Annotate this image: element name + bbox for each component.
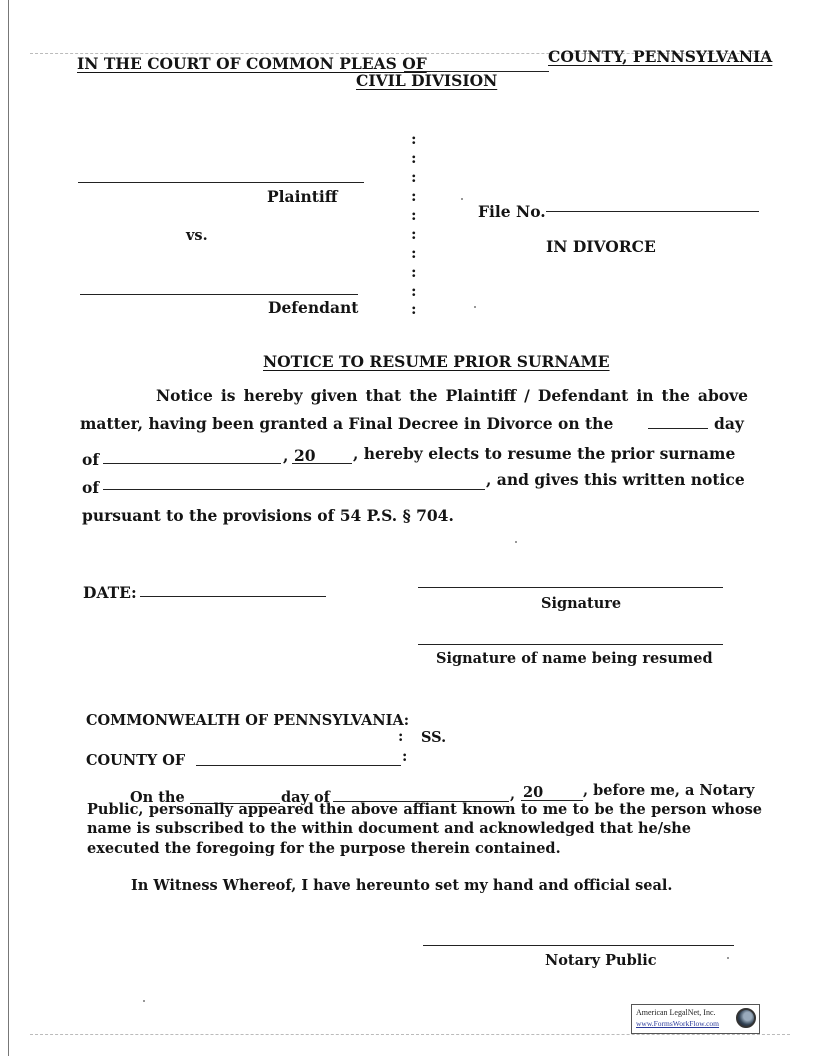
logo-company: American LegalNet, Inc. [636, 1008, 716, 1017]
notary-line-3: name is subscribed to the within document and acknowledged that he/she [87, 820, 691, 837]
decree-year-line[interactable] [292, 463, 352, 464]
scan-speck [515, 541, 517, 543]
caption-colon: : [411, 225, 417, 243]
vs-label: vs. [186, 227, 208, 244]
county-state: COUNTY, PENNSYLVANIA [548, 47, 773, 66]
american-legalnet-logo[interactable] [631, 1004, 760, 1034]
globe-icon [736, 1008, 756, 1028]
scan-speck [727, 957, 729, 959]
file-no-line[interactable] [546, 211, 759, 212]
resumed-signature-label: Signature of name being resumed [436, 650, 713, 667]
court-name: IN THE COURT OF COMMON PLEAS OF [77, 54, 427, 73]
defendant-label: Defendant [268, 298, 359, 317]
notary-county-line[interactable] [196, 765, 401, 766]
on-the-label: On the [130, 789, 185, 806]
notary-line-4: executed the foregoing for the purpose therein contained. [87, 840, 561, 857]
plaintiff-label: Plaintiff [267, 187, 338, 206]
scan-speck [474, 306, 476, 308]
notary-line-1: , before me, a Notary [583, 782, 755, 799]
caption-colon: : [411, 130, 417, 148]
date-line[interactable] [140, 596, 326, 597]
prior-surname-line[interactable] [103, 489, 485, 490]
notary-public-label: Notary Public [545, 952, 657, 969]
caption-colon: : [411, 263, 417, 281]
decree-day-line[interactable] [648, 428, 708, 429]
plaintiff-name-line[interactable] [78, 182, 364, 183]
resumed-signature-line[interactable] [418, 644, 723, 645]
day-of-label: day of [281, 789, 330, 806]
of-label: of [82, 450, 100, 469]
caption-colon: : [411, 187, 417, 205]
county-of-label: COUNTY OF [86, 752, 186, 769]
notary-signature-line[interactable] [423, 945, 734, 946]
comma: , [283, 446, 289, 465]
comma: , [510, 786, 516, 803]
signature-label: Signature [541, 595, 622, 612]
notice-line-1: Notice is hereby given that the Plaintiff / Defendant in the above [156, 386, 748, 405]
logo-url[interactable]: www.FormsWorkFlow.com [636, 1019, 720, 1028]
commonwealth-label: COMMONWEALTH OF PENNSYLVANIA: [86, 712, 410, 729]
scan-noise-line [30, 1034, 790, 1035]
caption-colon: : [411, 168, 417, 186]
year-prefix: 20 [523, 784, 544, 801]
file-no-label: File No. [478, 202, 546, 221]
caption-colon: : [411, 149, 417, 167]
division-title: CIVIL DIVISION [356, 71, 498, 90]
notice-title: NOTICE TO RESUME PRIOR SURNAME [263, 352, 610, 371]
scan-edge-line [8, 0, 9, 1056]
year-prefix: 20 [294, 446, 316, 465]
scan-speck [143, 1000, 145, 1002]
ss-colon: : [398, 728, 404, 745]
county-colon: : [402, 748, 408, 765]
caption-colon: : [411, 206, 417, 224]
day-label: day [714, 414, 744, 433]
decree-month-line[interactable] [103, 463, 281, 464]
notice-line-4: , and gives this written notice [486, 470, 745, 489]
signature-line[interactable] [418, 587, 723, 588]
notary-line-2: Public, personally appeared the above affiant known to me to be the person whose [87, 801, 762, 818]
ss-label: SS. [421, 729, 447, 746]
scan-speck [461, 198, 463, 200]
caption-colon: : [411, 300, 417, 318]
defendant-name-line[interactable] [80, 294, 358, 295]
witness-statement: In Witness Whereof, I have hereunto set my hand and official seal. [131, 877, 673, 894]
notice-line-5: pursuant to the provisions of 54 P.S. § 704. [82, 506, 454, 525]
of-label: of [82, 478, 100, 497]
date-label: DATE: [83, 583, 137, 602]
caption-colon: : [411, 244, 417, 262]
caption-colon: : [411, 282, 417, 300]
notice-line-3: , hereby elects to resume the prior surname [353, 444, 736, 463]
case-type: IN DIVORCE [546, 237, 656, 256]
notice-line-2: matter, having been granted a Final Decree in Divorce on the [80, 414, 614, 433]
